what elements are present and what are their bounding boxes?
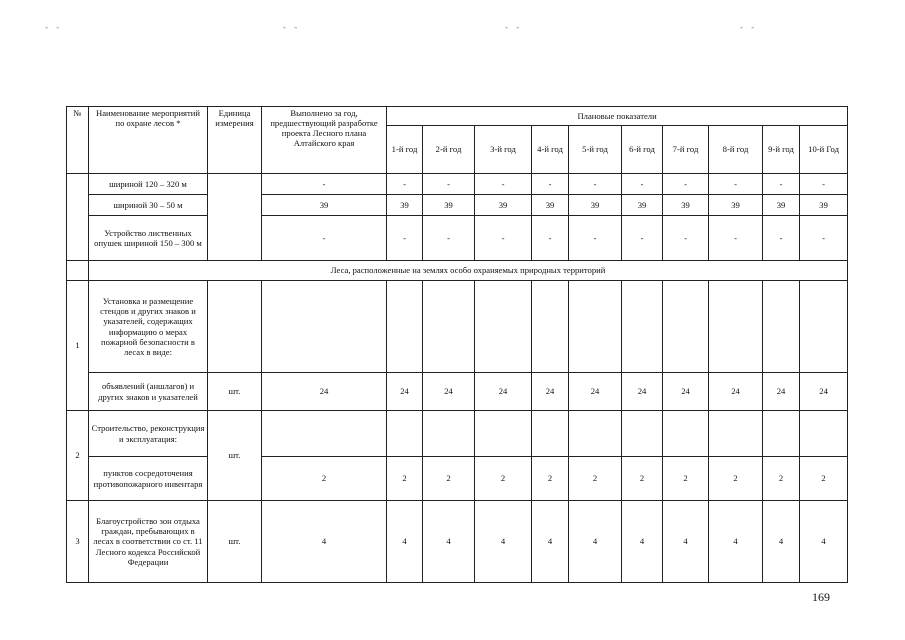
- unit-cell-empty: [208, 174, 262, 261]
- done-value: -: [262, 174, 387, 195]
- plan-cell-empty: [763, 281, 800, 373]
- table-row: [67, 216, 848, 261]
- item-name: Благоустройство зон отдыха граждан, пребывающих в лесах в соответствии со ст. 11 Лесного кодекса Российской Федерации: [89, 501, 208, 583]
- section-row: [67, 261, 848, 281]
- table-row: [67, 281, 848, 373]
- done-value: -: [262, 216, 387, 261]
- scan-mark: - -: [505, 22, 523, 32]
- plan-value: -: [622, 216, 663, 261]
- plan-value: -: [663, 174, 709, 195]
- plan-value: 24: [800, 373, 848, 411]
- plan-value: 2: [423, 457, 475, 501]
- row-name: Устройство лиственных опушек шириной 150 – 300 м: [89, 216, 208, 261]
- plan-value: 24: [569, 373, 622, 411]
- col-header-done: Выполнено за год, предшествующий разработке проекта Лесного плана Алтайского края: [262, 107, 387, 174]
- plan-value: -: [709, 216, 763, 261]
- plan-value: 39: [475, 195, 532, 216]
- plan-value: 24: [423, 373, 475, 411]
- plan-value: -: [763, 216, 800, 261]
- year-header: 5-й год: [569, 126, 622, 174]
- plan-value: 4: [622, 501, 663, 583]
- done-value: 2: [262, 457, 387, 501]
- plan-value: 4: [532, 501, 569, 583]
- done-cell-empty: [262, 281, 387, 373]
- plan-value: 24: [709, 373, 763, 411]
- item-number: 1: [67, 281, 89, 411]
- year-header: 7-й год: [663, 126, 709, 174]
- plan-value: 24: [763, 373, 800, 411]
- plan-value: -: [622, 174, 663, 195]
- plan-value: 39: [709, 195, 763, 216]
- plan-value: 24: [622, 373, 663, 411]
- plan-value: 24: [532, 373, 569, 411]
- unit-value: шт.: [208, 411, 262, 501]
- row-name: шириной 30 – 50 м: [89, 195, 208, 216]
- unit-value: шт.: [208, 501, 262, 583]
- plan-value: 39: [663, 195, 709, 216]
- plan-value: -: [532, 174, 569, 195]
- plan-cell-empty: [423, 411, 475, 457]
- table-row: [67, 501, 848, 583]
- col-header-plan: Плановые показатели: [387, 107, 848, 126]
- plan-value: 39: [423, 195, 475, 216]
- plan-value: 2: [622, 457, 663, 501]
- year-header: 10-й Год: [800, 126, 848, 174]
- plan-value: 2: [387, 457, 423, 501]
- plan-value: 2: [569, 457, 622, 501]
- plan-value: -: [423, 216, 475, 261]
- plan-cell-empty: [475, 281, 532, 373]
- plan-value: 4: [569, 501, 622, 583]
- plan-cell-empty: [423, 281, 475, 373]
- plan-cell-empty: [800, 411, 848, 457]
- plan-value: 39: [763, 195, 800, 216]
- table-row: [67, 373, 848, 411]
- plan-value: 24: [663, 373, 709, 411]
- year-header: 2-й год: [423, 126, 475, 174]
- plan-value: -: [800, 174, 848, 195]
- plan-cell-empty: [709, 281, 763, 373]
- plan-value: 39: [800, 195, 848, 216]
- plan-value: 2: [475, 457, 532, 501]
- plan-value: 39: [622, 195, 663, 216]
- item-number: 3: [67, 501, 89, 583]
- plan-value: -: [709, 174, 763, 195]
- plan-value: 2: [709, 457, 763, 501]
- scan-mark: - -: [283, 22, 301, 32]
- year-header: 9-й год: [763, 126, 800, 174]
- scan-marks: [0, 22, 905, 34]
- plan-value: 2: [763, 457, 800, 501]
- sub-item-name: пунктов сосредоточения противопожарного инвентаря: [89, 457, 208, 501]
- plan-value: 4: [423, 501, 475, 583]
- col-header-unit: Единица измерения: [208, 107, 262, 174]
- scan-mark: - -: [45, 22, 63, 32]
- plan-value: -: [423, 174, 475, 195]
- year-header: 4-й год: [532, 126, 569, 174]
- plan-cell-empty: [622, 281, 663, 373]
- plan-value: 4: [800, 501, 848, 583]
- plan-value: 24: [475, 373, 532, 411]
- plan-value: -: [569, 174, 622, 195]
- plan-value: -: [387, 216, 423, 261]
- unit-value: шт.: [208, 373, 262, 411]
- plan-value: 2: [663, 457, 709, 501]
- plan-value: 2: [800, 457, 848, 501]
- plan-value: 2: [532, 457, 569, 501]
- done-value: 4: [262, 501, 387, 583]
- year-header: 3-й год: [475, 126, 532, 174]
- plan-value: -: [800, 216, 848, 261]
- section-title: Леса, расположенные на землях особо охраняемых природных территорий: [89, 261, 848, 281]
- plan-cell-empty: [387, 281, 423, 373]
- fire-protection-plan-table: [66, 106, 848, 583]
- row-name: шириной 120 – 320 м: [89, 174, 208, 195]
- item-number: 2: [67, 411, 89, 501]
- done-value: 24: [262, 373, 387, 411]
- plan-value: -: [475, 216, 532, 261]
- plan-value: 4: [387, 501, 423, 583]
- plan-cell-empty: [622, 411, 663, 457]
- plan-value: -: [475, 174, 532, 195]
- done-cell-empty: [262, 411, 387, 457]
- item-name: Строительство, реконструкция и эксплуатация:: [89, 411, 208, 457]
- plan-value: 39: [387, 195, 423, 216]
- year-header: 8-й год: [709, 126, 763, 174]
- plan-cell-empty: [800, 281, 848, 373]
- col-header-name: Наименование мероприятий по охране лесов *: [89, 107, 208, 174]
- table-row: [67, 457, 848, 501]
- plan-value: -: [387, 174, 423, 195]
- year-header: 1-й год: [387, 126, 423, 174]
- done-value: 39: [262, 195, 387, 216]
- num-cell-empty: [67, 174, 89, 261]
- plan-cell-empty: [569, 281, 622, 373]
- plan-value: -: [532, 216, 569, 261]
- page-number: 169: [812, 590, 830, 604]
- section-num-empty: [67, 261, 89, 281]
- sub-item-name: объявлений (аншлагов) и других знаков и указателей: [89, 373, 208, 411]
- plan-value: 4: [475, 501, 532, 583]
- unit-cell-empty: [208, 281, 262, 373]
- col-header-num: №: [67, 107, 89, 174]
- plan-cell-empty: [532, 281, 569, 373]
- table-row: [67, 174, 848, 195]
- plan-cell-empty: [663, 281, 709, 373]
- plan-cell-empty: [569, 411, 622, 457]
- plan-value: -: [663, 216, 709, 261]
- plan-cell-empty: [763, 411, 800, 457]
- table-row: [67, 411, 848, 457]
- plan-value: 39: [569, 195, 622, 216]
- table-row: [67, 195, 848, 216]
- year-header: 6-й год: [622, 126, 663, 174]
- plan-cell-empty: [532, 411, 569, 457]
- plan-value: 4: [709, 501, 763, 583]
- plan-value: 4: [763, 501, 800, 583]
- plan-value: 24: [387, 373, 423, 411]
- plan-cell-empty: [475, 411, 532, 457]
- plan-value: 39: [532, 195, 569, 216]
- plan-value: -: [569, 216, 622, 261]
- plan-cell-empty: [663, 411, 709, 457]
- plan-value: -: [763, 174, 800, 195]
- plan-cell-empty: [709, 411, 763, 457]
- item-name: Установка и размещение стендов и других знаков и указателей, содержащих информацию о мерах пожарной безопасности в лесах в виде:: [89, 281, 208, 373]
- plan-cell-empty: [387, 411, 423, 457]
- plan-value: 4: [663, 501, 709, 583]
- scan-mark: - -: [740, 22, 758, 32]
- header-row: [67, 107, 848, 126]
